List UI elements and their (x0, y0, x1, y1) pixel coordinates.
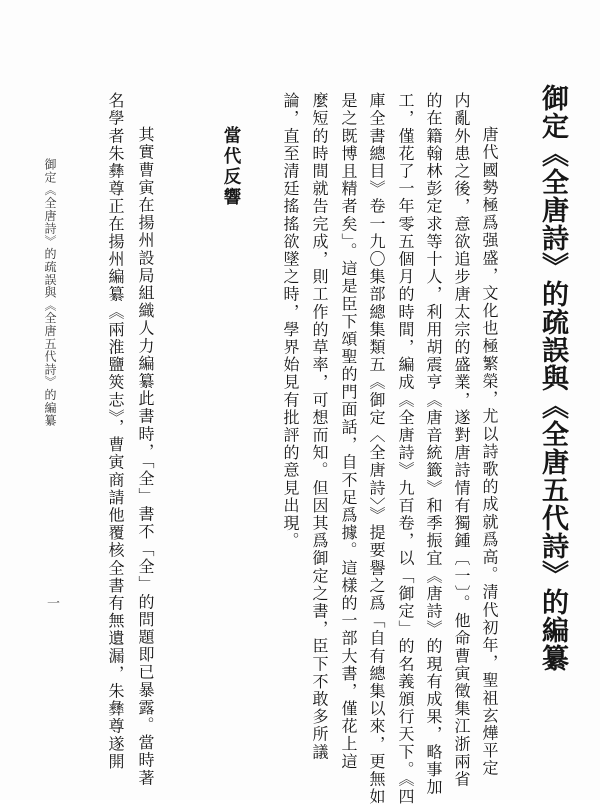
body-line-10: 名學者朱彝尊正在揚州編纂《兩淮鹽筴志》，曹寅商請他覆核全書有無遺漏，朱彝尊遂開 (106, 92, 125, 771)
body-line-8: 論，直至清廷搖搖欲墜之時，學界始見有批評的意見出現。 (281, 92, 300, 550)
body-line-2: 内亂外患之後，意欲追步唐太宗的盛業，遂對唐詩情有獨鍾〔一〕。他命曹寅徵集江浙兩省 (452, 92, 471, 788)
page-number: 一 (44, 596, 59, 609)
chapter-title: 御定《全唐詩》的疏誤與《全唐五代詩》的編纂 (537, 84, 568, 672)
body-line-7: 麼短的時間就告完成，則工作的草率，可想而知。但因其爲御定之書，臣下不敢多所議 (310, 92, 329, 761)
body-line-4: 工，僅花了一年零五個月的時間，編成《全唐詩》九百卷，以「御定」的名義頒行天下。《四 (396, 92, 415, 806)
body-line-6: 是之既博且精者矣」。這是臣下頌聖的門面話，自不足爲據。這樣的一部大書，僅花上這 (339, 92, 358, 771)
running-head: 御定《全唐詩》的疏誤與《全唐五代詩》的編纂 (43, 158, 57, 427)
section-heading: 當代反響 (221, 126, 241, 208)
body-line-1: 唐代國勢極爲强盛，文化也極繁榮，尤以詩歌的成就爲高。清代初年，聖祖玄燁平定 (480, 126, 499, 778)
body-line-5: 庫全書總目》卷一九〇集部總集類五《御定〈全唐詩〉》提要譽之爲「自有總集以來，更無如 (367, 92, 386, 806)
body-line-9: 其實曹寅在揚州設局組織人力編纂此書時，「全」書不「全」的問題即已暴露。當時著 (136, 126, 155, 787)
body-line-3: 的在籍翰林彭定求等十人，利用胡震亨《唐音統籤》和季振宜《唐詩》的現有成果，略事加 (424, 92, 443, 796)
